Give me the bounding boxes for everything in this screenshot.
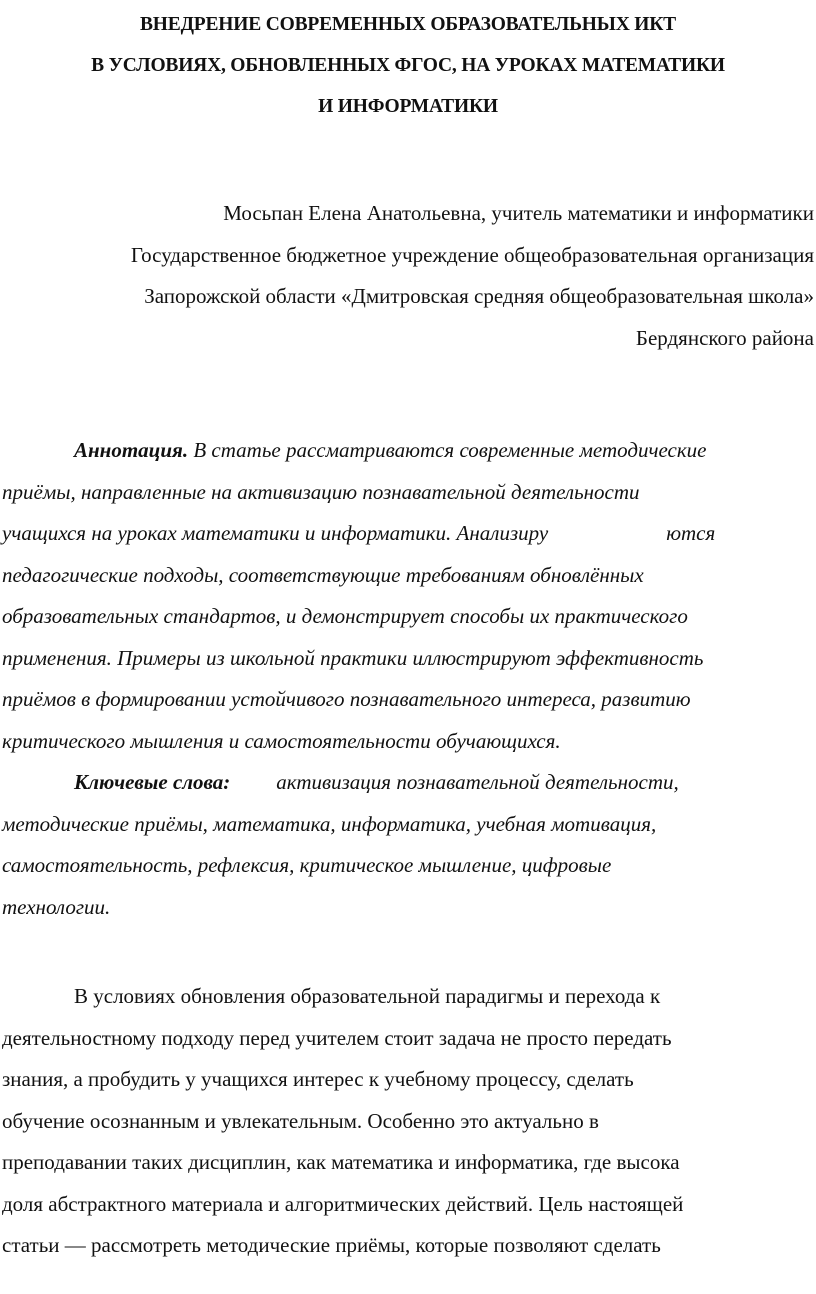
title-line: В УСЛОВИЯХ, ОБНОВЛЕННЫХ ФГОС, НА УРОКАХ МАТЕМАТИКИ <box>91 55 725 76</box>
body-line: деятельностному подходу перед учителем стоит задача не просто передать <box>2 1025 672 1050</box>
annotation-label: Аннотация. <box>74 438 189 462</box>
keywords-line: технологии. <box>2 894 111 919</box>
document-title <box>0 4 816 127</box>
annotation-line <box>2 430 816 472</box>
keywords-line <box>2 762 816 804</box>
annotation-line: критического мышления и самостоятельности обучающихся. <box>2 728 561 753</box>
annotation-line: приёмов в формировании устойчивого познавательного интереса, развитию <box>2 687 691 711</box>
annotation-block <box>2 430 816 928</box>
annotation-text: В статье рассматриваются современные методические <box>188 438 707 462</box>
author-line: Бердянского района <box>635 325 814 350</box>
annotation-text: учащихся на уроках математики и информатики. Анализиру <box>2 521 549 545</box>
body-line: статьи — рассмотреть методические приёмы, которые позволяют сделать <box>2 1233 661 1257</box>
keywords-line: самостоятельность, рефлексия, критическое мышление, цифровые <box>2 853 612 877</box>
keywords-label: Ключевые слова: <box>74 770 231 794</box>
annotation-line: образовательных стандартов, и демонстрирует способы их практического <box>2 604 688 628</box>
title-line: И ИНФОРМАТИКИ <box>318 96 498 117</box>
body-paragraph <box>2 976 816 1267</box>
keywords-line: методические приёмы, математика, информатика, учебная мотивация, <box>2 811 657 836</box>
body-line: знания, а пробудить у учащихся интерес к учебному процессу, сделать <box>2 1067 634 1091</box>
body-line: В условиях обновления образовательной парадигмы и перехода к <box>74 984 661 1008</box>
annotation-text: ются <box>666 521 716 545</box>
author-line: Запорожской области «Дмитровская средняя общеобразовательная школа» <box>144 284 814 308</box>
author-line: Мосьпан Елена Анатольевна, учитель математики и информатики <box>223 201 814 225</box>
body-line: доля абстрактного материала и алгоритмических действий. Цель настоящей <box>2 1191 684 1216</box>
annotation-line: применения. Примеры из школьной практики иллюстрируют эффективность <box>2 645 704 670</box>
title-line: ВНЕДРЕНИЕ СОВРЕМЕННЫХ ОБРАЗОВАТЕЛЬНЫХ ИКТ <box>139 14 676 35</box>
body-line: преподавании таких дисциплин, как математика и информатика, где высока <box>2 1150 680 1174</box>
author-block <box>4 193 814 359</box>
body-line: обучение осознанным и увлекательным. Особенно это актуально в <box>2 1108 599 1133</box>
keywords-text: активизация познавательной деятельности, <box>276 770 679 794</box>
annotation-line: приёмы, направленные на активизацию познавательной деятельности <box>2 479 640 504</box>
author-line: Государственное бюджетное учреждение общеобразовательная организация <box>130 242 814 267</box>
annotation-line <box>2 513 816 555</box>
annotation-line: педагогические подходы, соответствующие требованиям обновлённых <box>2 562 644 587</box>
